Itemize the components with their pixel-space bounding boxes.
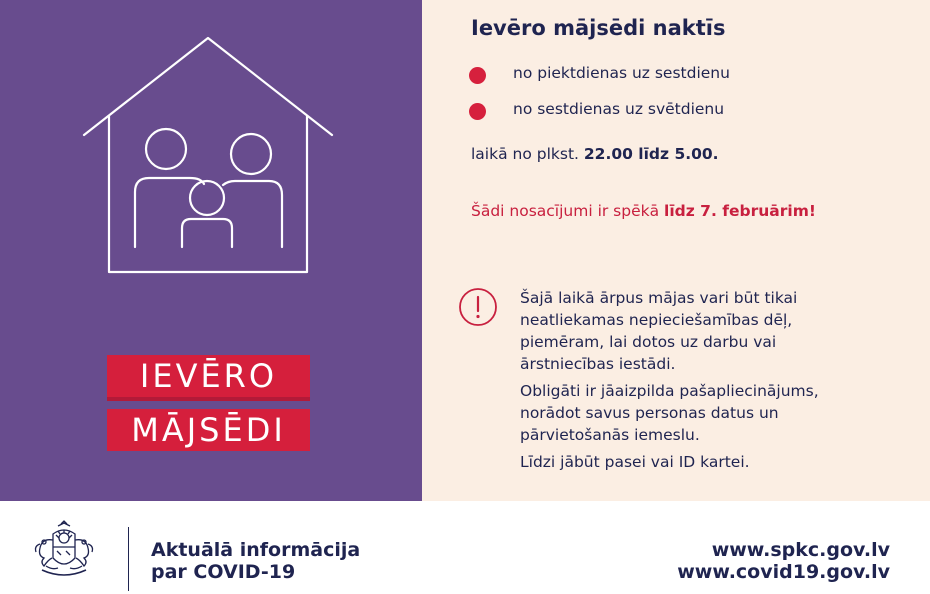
headline: Ievēro mājsēdi naktīs <box>471 16 726 40</box>
time-prefix: laikā no plkst. <box>471 145 584 163</box>
info-paragraph-1: Šajā laikā ārpus mājas vari būt tikai neatliekamas nepieciešamības dēļ, piemēram, lai dotos uz darbu vai ārstniecības iestādi. <box>520 289 798 373</box>
info-paragraph-3: Līdzi jābūt pasei vai ID kartei. <box>520 453 750 471</box>
link-spkc[interactable]: www.spkc.gov.lv <box>711 539 890 561</box>
coat-of-arms-icon <box>28 520 100 582</box>
footer-title-line-2: par COVID-19 <box>151 561 296 583</box>
house-family-icon <box>78 32 338 277</box>
exclamation-circle-icon <box>458 287 498 327</box>
info-block <box>520 287 900 478</box>
link-covid19[interactable]: www.covid19.gov.lv <box>677 561 890 583</box>
day-item-1: no piektdienas uz sestdienu <box>513 64 730 82</box>
footer-title-line-1: Aktuālā informācija <box>151 539 361 561</box>
day-item-2: no sestdienas uz svētdienu <box>513 100 725 118</box>
info-paragraph-2: Obligāti ir jāaizpilda pašapliecinājums, norādot savus personas datus un pārvietošanās iemeslu. <box>520 382 819 444</box>
right-panel <box>422 0 930 501</box>
badge-line-2: MĀJSĒDI <box>107 409 310 451</box>
left-panel <box>0 0 422 501</box>
badge-line-1: IEVĒRO <box>107 355 310 397</box>
bullet-icon <box>469 67 486 84</box>
bullet-icon <box>469 103 486 120</box>
time-value: 22.00 līdz 5.00. <box>583 145 719 163</box>
footer-links <box>677 539 890 583</box>
footer <box>0 501 930 594</box>
footer-divider <box>128 527 129 591</box>
validity-date: līdz 7. februārim! <box>664 202 816 220</box>
time-range <box>471 145 719 163</box>
footer-title <box>151 539 360 583</box>
validity-note <box>471 202 816 220</box>
validity-prefix: Šādi nosacījumi ir spēkā <box>471 202 665 220</box>
badge-divider <box>107 401 310 404</box>
